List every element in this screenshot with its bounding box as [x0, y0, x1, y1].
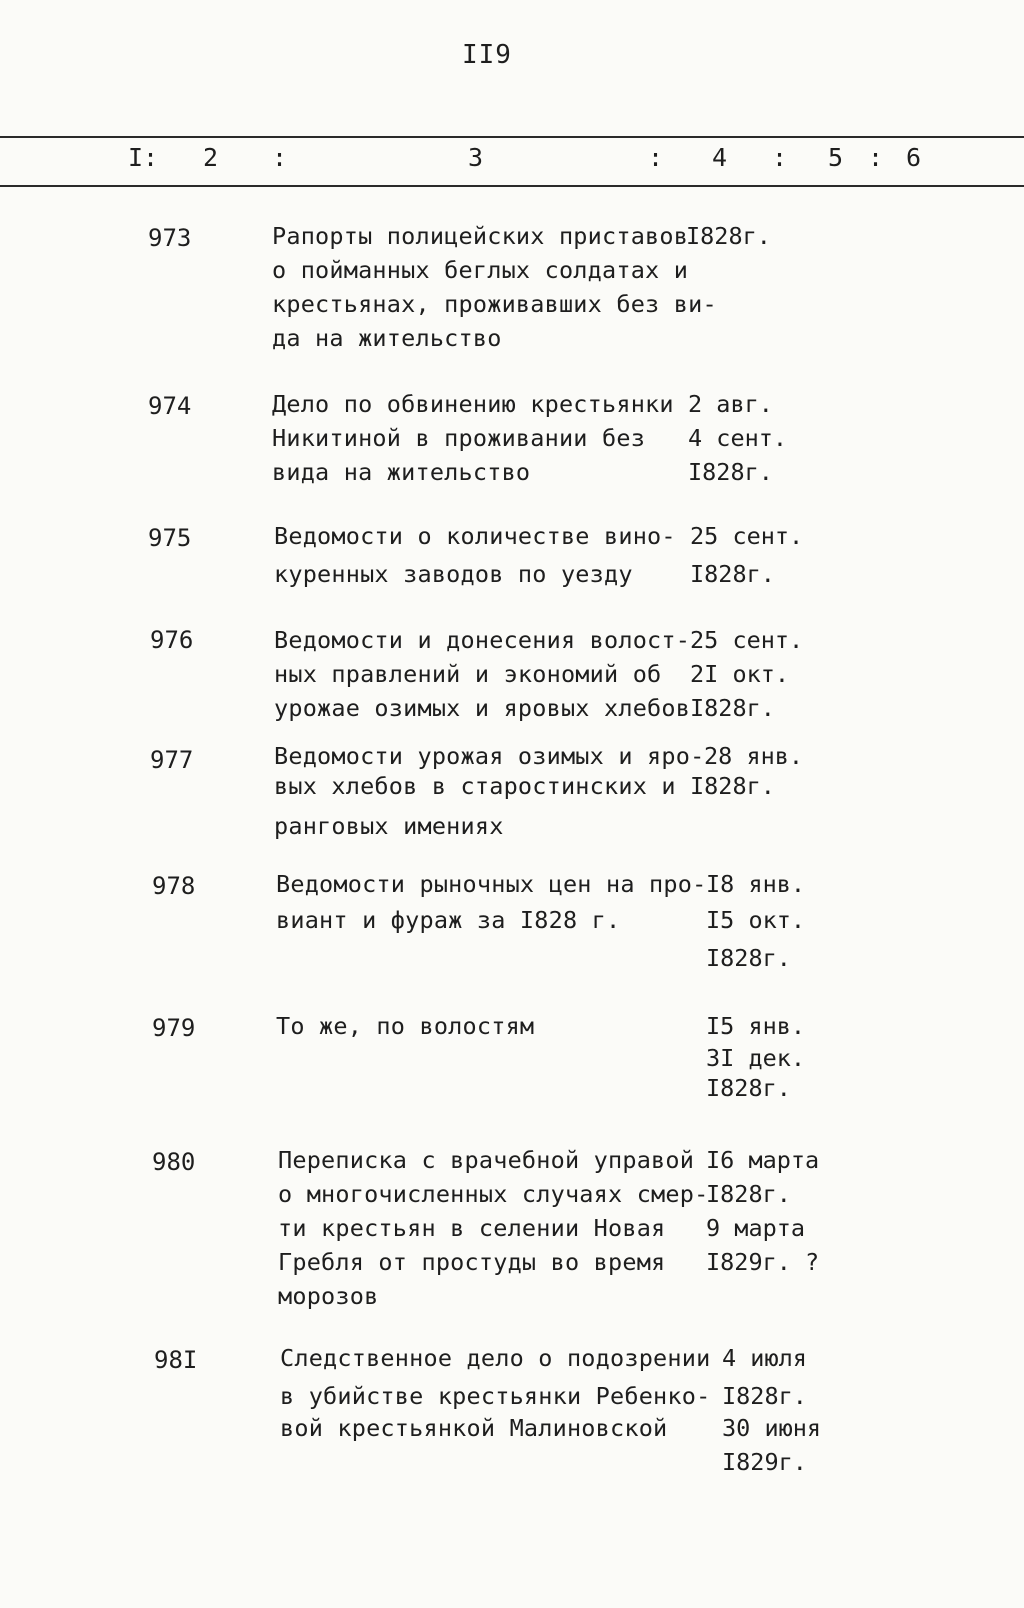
entry-date: I828г. [722, 1382, 807, 1410]
column-separator: : [868, 143, 884, 172]
column-header-4: 4 [712, 143, 728, 172]
entry-title-line: Ведомости урожая озимых и яро- [274, 742, 705, 770]
entry-date: I828г. [690, 694, 775, 722]
entry-title-line: в убийстве крестьянки Ребенко- [280, 1382, 711, 1410]
entry-date: 30 июня [722, 1414, 822, 1442]
column-header-5: 5 [828, 143, 844, 172]
entry-title-line: вых хлебов в старостинских и [274, 772, 676, 800]
entry-date: I829г. ? [706, 1248, 820, 1276]
column-header-1: I: [128, 143, 159, 172]
entry-date: I829г. [722, 1448, 807, 1476]
column-header-3: 3 [468, 143, 484, 172]
entry-date: 2I окт. [690, 660, 790, 688]
entry-title-line: урожае озимых и яровых хлебов [274, 694, 691, 722]
entry-date: 28 янв. [704, 742, 804, 770]
page-number: II9 [462, 40, 512, 70]
entry-number: 976 [150, 626, 194, 654]
entry-date: I5 янв. [706, 1012, 806, 1040]
entry-title-line: Переписка с врачебной управой [278, 1146, 695, 1174]
entry-title-line: То же, по волостям [276, 1012, 535, 1040]
entry-number: 979 [152, 1014, 196, 1042]
entry-date: 2 авг. [688, 390, 773, 418]
entry-title-line: Ведомости и донесения волост- [274, 626, 691, 654]
entry-title-line: ных правлений и экономий об [274, 660, 662, 688]
entry-date: 25 сент. [690, 626, 804, 654]
entry-title-line: Гребля от простуды во время [278, 1248, 666, 1276]
entry-title-line: Дело по обвинению крестьянки [272, 390, 674, 418]
entry-title-line: ранговых имениях [274, 812, 504, 840]
entry-title-line: о пойманных беглых солдатах и [272, 256, 689, 284]
entry-date: I8 янв. [706, 870, 806, 898]
column-separator: : [648, 143, 664, 172]
entry-date: I828г. [690, 772, 775, 800]
entry-title-line: Ведомости рыночных цен на про- [276, 870, 707, 898]
column-separator: : [272, 143, 288, 172]
entry-title-line: вида на жительство [272, 458, 531, 486]
entry-title-line: Следственное дело о подозрении [280, 1344, 711, 1372]
entry-date: I828г. [706, 1074, 791, 1102]
entry-title-line: вой крестьянкой Малиновской [280, 1414, 668, 1442]
entry-number: 974 [148, 392, 192, 420]
entry-date: I828г. [706, 944, 791, 972]
entry-title-line: ти крестьян в селении Новая [278, 1214, 666, 1242]
entry-date: 4 сент. [688, 424, 788, 452]
entry-number: 973 [148, 224, 192, 252]
entry-number: 980 [152, 1148, 196, 1176]
column-separator: : [772, 143, 788, 172]
entry-date: 9 марта [706, 1214, 806, 1242]
entry-title-line: о многочисленных случаях смер- [278, 1180, 709, 1208]
entry-number: 98I [154, 1346, 198, 1374]
entry-date: 3I дек. [706, 1044, 806, 1072]
entry-number: 978 [152, 872, 196, 900]
table-rule-bottom [0, 185, 1024, 187]
entry-title-line: морозов [278, 1282, 379, 1310]
entry-date: I828г. [690, 560, 775, 588]
entry-date: I5 окт. [706, 906, 806, 934]
entry-number: 975 [148, 524, 192, 552]
entry-date: 25 сент. [690, 522, 804, 550]
entry-date: I828г. [686, 222, 771, 250]
entry-title-line: Ведомости о количестве вино- [274, 522, 676, 550]
entry-title-line: да на жительство [272, 324, 502, 352]
column-header-2: 2 [203, 143, 219, 172]
entry-title-line: куренных заводов по уезду [274, 560, 633, 588]
table-rule-top [0, 136, 1024, 138]
entry-title-line: виант и фураж за I828 г. [276, 906, 621, 934]
column-header-6: 6 [906, 143, 922, 172]
entry-date: I828г. [706, 1180, 791, 1208]
entry-number: 977 [150, 746, 194, 774]
entry-date: 4 июля [722, 1344, 807, 1372]
entry-date: I828г. [688, 458, 773, 486]
entry-title-line: крестьянах, проживавших без ви- [272, 290, 717, 318]
entry-title-line: Никитиной в проживании без [272, 424, 646, 452]
entry-date: I6 марта [706, 1146, 820, 1174]
entry-title-line: Рапорты полицейских приставов [272, 222, 689, 250]
